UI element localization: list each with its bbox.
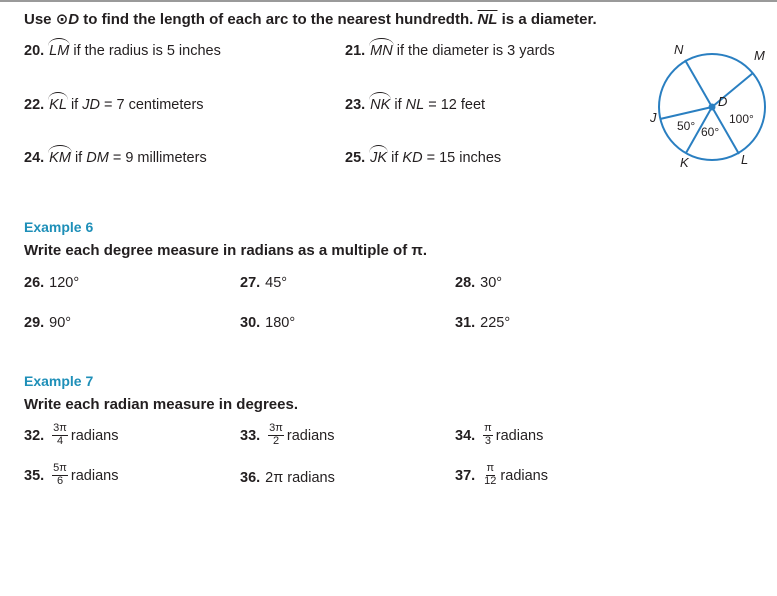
problem-34 [455, 424, 543, 448]
radius-dn [685, 60, 712, 107]
problem-32 [24, 424, 118, 448]
problem-text-pre: if [66, 97, 83, 113]
problem-number: 20. [24, 43, 45, 59]
numerator: 5π [53, 462, 67, 474]
problem-number: 22. [24, 97, 45, 113]
segment-var: JD [82, 97, 100, 113]
arc-label: KM [49, 150, 71, 166]
problem-text: if the radius is 5 inches [69, 43, 221, 59]
problem-number: 26. [24, 275, 45, 291]
denominator: 3 [484, 434, 492, 447]
degree-value: 45° [265, 275, 288, 291]
label-n: N [674, 42, 684, 57]
problem-number: 25. [345, 150, 366, 166]
problem-number: 36. [240, 470, 261, 486]
numerator: 3π [53, 422, 67, 434]
unit-label: radians [495, 427, 544, 444]
radius-dj [660, 107, 712, 119]
problem-24 [24, 150, 207, 166]
instruction-post: is a diameter. [497, 11, 597, 28]
segment-var: DM [86, 150, 109, 166]
problem-28 [455, 275, 502, 291]
degree-value: 90° [49, 315, 72, 331]
problem-number: 33. [240, 427, 261, 444]
problem-number: 29. [24, 315, 45, 331]
label-d: D [718, 94, 728, 109]
denominator: 2 [272, 434, 280, 447]
arc-label: NK [370, 97, 391, 113]
example-7-heading: Example 7 [24, 373, 94, 389]
problem-text: = 9 millimeters [108, 150, 207, 166]
instruction-pre: Use [24, 11, 56, 28]
problem-33 [240, 424, 334, 448]
segment-var: NL [405, 97, 425, 113]
radian-value: 2π [265, 470, 284, 486]
problem-20 [24, 43, 221, 59]
problem-text-pre: if [70, 150, 87, 166]
degree-value: 225° [480, 315, 511, 331]
problem-23 [345, 97, 485, 113]
unit-label: radians [70, 427, 119, 444]
problem-27 [240, 275, 287, 291]
problem-37 [455, 464, 548, 488]
arc-label: KL [49, 97, 67, 113]
center-point [709, 104, 716, 111]
numerator: π [484, 422, 492, 434]
label-m: M [754, 48, 765, 63]
fraction [52, 423, 68, 447]
degree-value: 120° [49, 275, 80, 291]
instruction-mid: to find the length of each arc to the nearest hundredth. [79, 11, 478, 28]
problem-text: if the diameter is 3 yards [392, 43, 555, 59]
problem-number: 32. [24, 427, 45, 444]
arc-instruction [24, 10, 597, 28]
numerator: 3π [269, 422, 283, 434]
fraction [52, 463, 68, 487]
denominator: 6 [56, 474, 64, 487]
problem-36 [240, 470, 335, 486]
denominator: 4 [56, 434, 64, 447]
problem-text: = 15 inches [422, 150, 502, 166]
arc-label: MN [370, 43, 393, 59]
top-rule [0, 0, 777, 2]
problem-22 [24, 97, 204, 113]
fraction [268, 423, 284, 447]
degree-value: 180° [265, 315, 296, 331]
diameter-segment: $\overline{NL}$ [477, 11, 498, 28]
example-6-instruction: Write each degree measure in radians as a multiple of π. [24, 242, 428, 259]
problem-number: 27. [240, 275, 261, 291]
problem-text-pre: if [387, 150, 403, 166]
unit-label: radians [287, 470, 335, 486]
arc-label: LM [49, 43, 70, 59]
angle-50: 50° [677, 119, 696, 133]
problem-text: = 12 feet [424, 97, 486, 113]
denominator: 12 [484, 474, 497, 487]
problem-25 [345, 150, 501, 166]
fraction [483, 423, 493, 447]
problem-number: 34. [455, 427, 476, 444]
problem-number: 37. [455, 467, 476, 484]
arc-label: JK [370, 150, 388, 166]
problem-21 [345, 43, 555, 59]
problem-number: 30. [240, 315, 261, 331]
example-7-instruction: Write each radian measure in degrees. [24, 396, 299, 413]
fraction [483, 463, 497, 487]
label-j: J [650, 110, 657, 125]
problem-29 [24, 315, 71, 331]
problem-35 [24, 464, 118, 488]
degree-value: 30° [480, 275, 503, 291]
unit-label: radians [500, 467, 548, 484]
problem-number: 24. [24, 150, 45, 166]
problem-number: 23. [345, 97, 366, 113]
problem-number: 31. [455, 315, 476, 331]
circle-name: D [68, 11, 80, 28]
label-l: L [741, 152, 749, 167]
segment-var: KD [402, 150, 423, 166]
unit-label: radians [70, 467, 119, 484]
circle-figure [640, 40, 775, 180]
problem-30 [240, 315, 295, 331]
problem-text-pre: if [390, 97, 406, 113]
example-6-heading: Example 6 [24, 219, 94, 235]
label-k: K [680, 155, 689, 170]
angle-60: 60° [701, 125, 720, 139]
problem-text: = 7 centimeters [99, 97, 204, 113]
problem-31 [455, 315, 510, 331]
unit-label: radians [286, 427, 335, 444]
angle-100: 100° [729, 112, 754, 126]
numerator: π [486, 462, 495, 474]
problem-number: 21. [345, 43, 366, 59]
problem-26 [24, 275, 79, 291]
problem-number: 35. [24, 467, 45, 484]
circle-symbol: ⊙ [55, 11, 69, 28]
problem-number: 28. [455, 275, 476, 291]
